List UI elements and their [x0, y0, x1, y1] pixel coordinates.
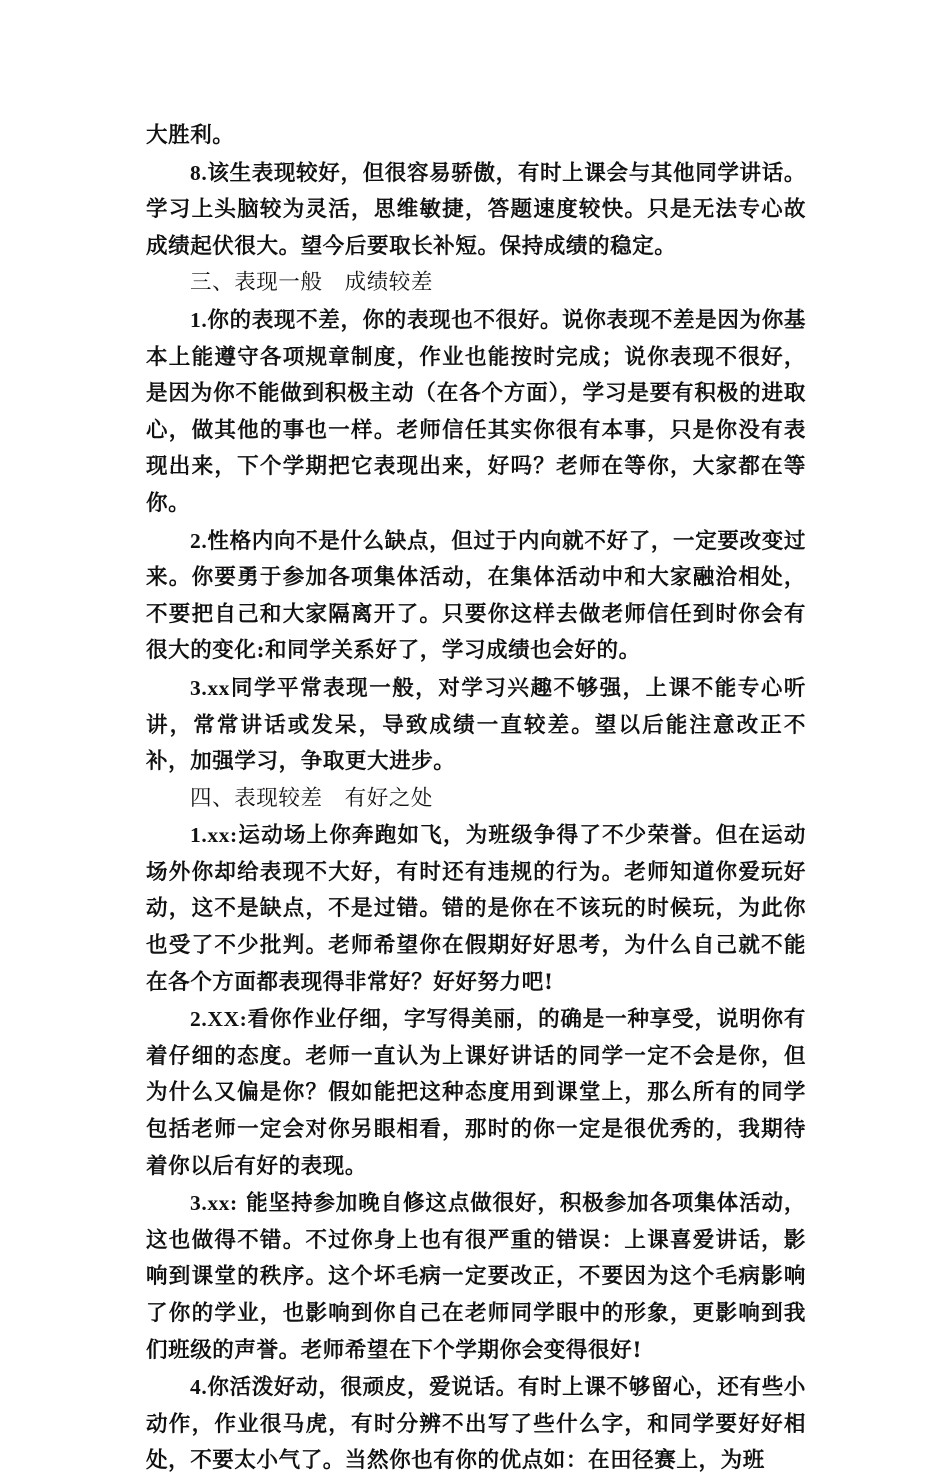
item-number: 8. — [190, 160, 208, 185]
item-number: 1.xx: — [190, 823, 238, 848]
item-number: 4. — [190, 1375, 208, 1400]
paragraph-text: 你活泼好动，很顽皮，爱说话。有时上课不够留心，还有些小动作，作业很马虎，有时分辨不出写了些什么字，和同学要好好相处，不要太小气了。当然你也有你的优点如：在田径赛上，为班 — [146, 1375, 806, 1474]
heading-part-1: 三、表现一般 — [190, 270, 323, 296]
section-heading — [146, 781, 806, 818]
paragraph-item — [146, 155, 806, 266]
paragraph-text: 运动场上你奔跑如飞，为班级争得了不少荣誉。但在运动场外你却给表现不大好，有时还有违规的行为。老师知道你爱玩好动，这不是缺点，不是过错。错的是你在不该玩的时候玩，为此你也受了不少批判。老师希望你在假期好好思考，为什么自己就不能在各个方面都表现得非常好？好好努力吧! — [146, 823, 806, 995]
heading-part-1: 四、表现较差 — [190, 785, 323, 811]
paragraph-text: 该生表现较好，但很容易骄傲，有时上课会与其他同学讲话。学习上头脑较为灵活，思维敏捷，答题速度较快。只是无法专心故成绩起伏很大。望今后要取长补短。保持成绩的稳定。 — [146, 160, 806, 259]
heading-part-2: 成绩较差 — [344, 270, 434, 296]
paragraph-text: 性格内向不是什么缺点，但过于内向就不好了，一定要改变过来。你要勇于参加各项集体活动，在集体活动中和大家融洽相处，不要把自己和大家隔离开了。只要你这样去做老师信任到时你会有很大的变化:和同学关系好了，学习成绩也会好的。 — [146, 528, 806, 664]
item-number: 1. — [190, 307, 208, 332]
paragraph-text: 大胜利。 — [146, 123, 235, 148]
document-body — [146, 118, 806, 1480]
paragraph-text: 能坚持参加晚自修这点做很好，积极参加各项集体活动，这也做得不错。不过你身上也有很严重的错误：上课喜爱讲话，影响到课堂的秩序。这个坏毛病一定要改正，不要因为这个毛病影响了你的学业，也影响到你自己在老师同学眼中的形象，更影响到我们班级的声誉。老师希望在下个学期你会变得很好! — [146, 1191, 806, 1363]
item-number: 3.xx — [190, 675, 231, 700]
paragraph-text: 同学平常表现一般，对学习兴趣不够强，上课不能专心听讲，常常讲话或发呆，导致成绩一直较差。望以后能注意改正不补，加强学习，争取更大进步。 — [146, 675, 806, 775]
paragraph-continuation — [146, 118, 806, 155]
paragraph-item — [146, 1001, 806, 1185]
paragraph-item — [146, 302, 806, 523]
item-number: 3.xx: — [190, 1191, 238, 1216]
section-heading — [146, 265, 806, 302]
paragraph-text: 你的表现不差，你的表现也不很好。说你表现不差是因为你基本上能遵守各项规章制度，作业也能按时完成；说你表现不很好，是因为你不能做到积极主动（在各个方面），学习是要有积极的进取心，做其他的事也一样。老师信任其实你很有本事，只是你没有表现出来，下个学期把它表现出来，好吗？老师在等你，大家都在等你。 — [146, 307, 806, 516]
item-number: 2.XX: — [190, 1007, 248, 1032]
heading-part-2: 有好之处 — [344, 785, 434, 811]
paragraph-item — [146, 817, 806, 1001]
paragraph-item — [146, 1185, 806, 1369]
item-number: 2. — [190, 528, 208, 553]
paragraph-text: 看你作业仔细，字写得美丽，的确是一种享受，说明你有着仔细的态度。老师一直认为上课好讲话的同学一定不会是你，但为什么又偏是你？假如能把这种态度用到课堂上，那么所有的同学包括老师一定会对你另眼相看，那时的你一定是很优秀的，我期待着你以后有好的表现。 — [146, 1007, 806, 1179]
paragraph-item — [146, 670, 806, 781]
paragraph-item — [146, 523, 806, 670]
paragraph-item — [146, 1369, 806, 1480]
